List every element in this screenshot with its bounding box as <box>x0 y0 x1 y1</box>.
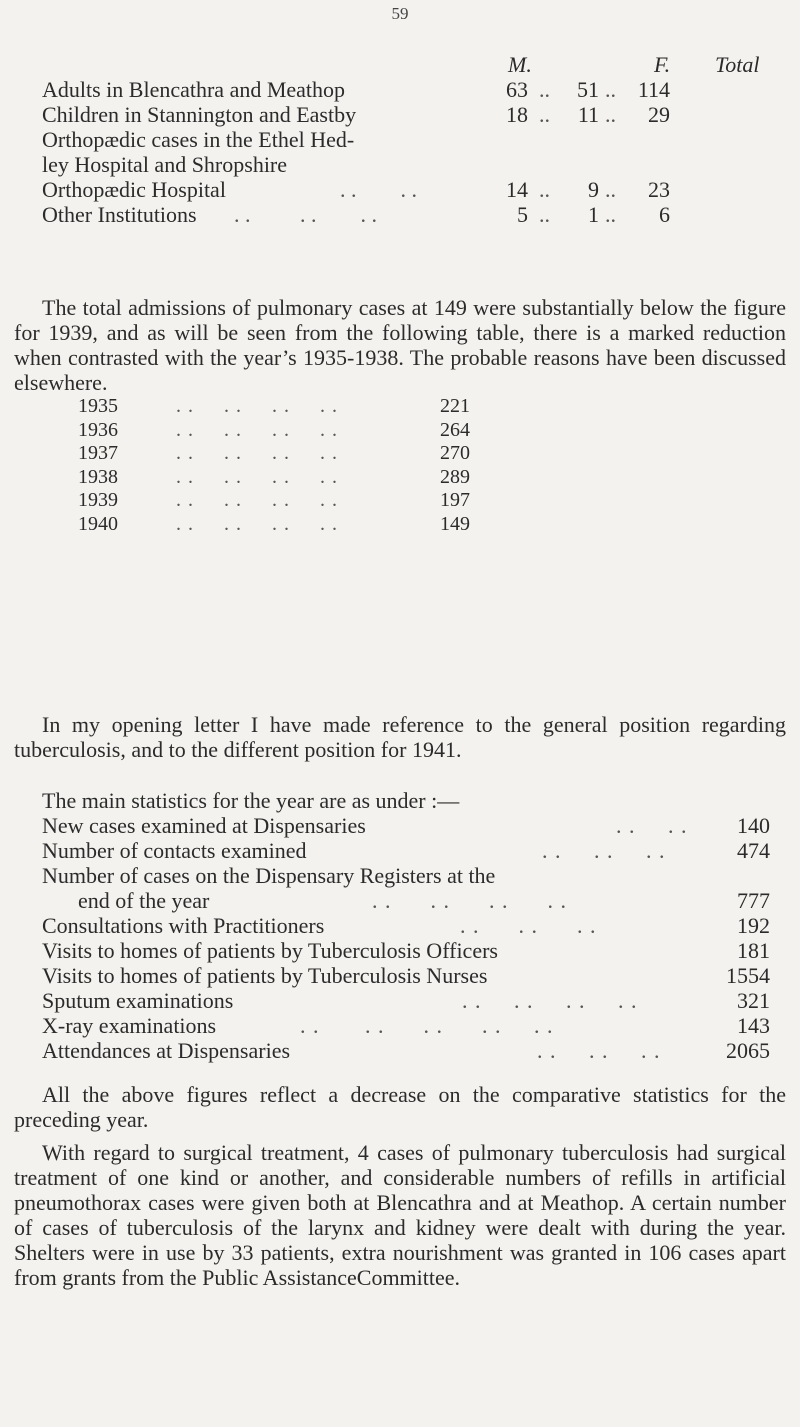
year: 1936 <box>78 418 118 441</box>
cell-total: 6 <box>659 202 670 227</box>
cell-total: 29 <box>648 102 670 127</box>
cell-total: 114 <box>637 77 670 102</box>
paragraph-text: All the above figures reflect a decrease on the comparative statistics for the preceding year. <box>14 1082 786 1132</box>
table-row: Other Institutions . . . . . . 5 .. 1 .. 6 <box>42 202 670 227</box>
paragraph-text: The total admissions of pulmonary cases at 149 were substantially below the figure for 1939, and as will be seen from the following table, there is a marked reduction when contrasted with the year’s 1935-1938. The probable reasons have been discussed elsewhere. <box>14 295 786 395</box>
table-row-cont: Orthopædic Hospital . . . . 14 .. 9 .. 23 <box>42 177 670 202</box>
yearly-admissions-table <box>78 395 638 536</box>
row-label: Children in Stannington and Eastby <box>42 102 357 127</box>
page-number: 59 <box>391 4 409 23</box>
main-statistics <box>42 788 770 1063</box>
year-value: 264 <box>440 418 470 441</box>
row-label: Orthopædic cases in the Ethel Hed- <box>42 127 355 152</box>
row-label-cont: ley Hospital and Shropshire <box>42 152 288 177</box>
table-row <box>42 127 762 152</box>
cell-f: 1 <box>588 202 599 227</box>
stat-value: 143 <box>737 1013 770 1038</box>
header-total: Total <box>715 52 760 77</box>
year-value: 270 <box>440 442 470 464</box>
stat-label: X-ray examinations <box>42 1013 217 1038</box>
stat-value: 474 <box>737 838 770 863</box>
year: 1940 <box>78 512 118 535</box>
stat-label: Number of cases on the Dispensary Registers at the <box>42 863 496 888</box>
cell-m: 5 <box>517 202 528 227</box>
table-row: 1935 . . . . . . . . 221 <box>78 395 470 417</box>
stat-value: 192 <box>737 913 770 938</box>
stat-value: 777 <box>737 888 770 913</box>
stats-intro-text: The main statistics for the year are as under :— <box>42 788 460 813</box>
stat-label-cont: end of the year <box>78 888 210 913</box>
table-row-cont <box>42 152 762 177</box>
stat-row: Consultations with Practitioners . . . . . . 192 <box>42 913 770 938</box>
stat-value: 2065 <box>726 1038 770 1063</box>
row-label-cont: Orthopædic Hospital <box>42 177 226 202</box>
admissions-header <box>42 52 762 77</box>
stat-row <box>42 863 770 888</box>
table-row: 1939 . . . . . . . . 197 <box>78 489 470 511</box>
stat-label: Sputum examinations <box>42 988 234 1013</box>
table-row: 1938 . . . . . . . . 289 <box>78 465 470 488</box>
paragraph-surgical-treatment <box>14 1140 786 1290</box>
cell-f: 9 <box>588 177 599 202</box>
admissions-table <box>42 52 762 227</box>
year-value: 221 <box>440 395 470 417</box>
paragraph-admissions <box>14 295 786 395</box>
table-row: 1940 . . . . . . . . 149 <box>78 512 470 535</box>
year-value: 197 <box>440 489 470 511</box>
year: 1935 <box>78 395 118 417</box>
header-m: M. <box>508 52 532 77</box>
stat-row: Number of contacts examined . . . . . . 474 <box>42 838 770 863</box>
stat-row: X-ray examinations . . . . . . . . . . 143 <box>42 1013 770 1038</box>
year: 1939 <box>78 489 118 511</box>
paragraph-general-position <box>14 712 786 762</box>
cell-m: 14 <box>506 177 528 202</box>
paragraph-text: With regard to surgical treatment, 4 cases of pulmonary tuberculosis had surgical treatment of one kind or another, and considerable numbers of refills in artificial pneumothorax cases were given both at Blencathra and at Meathop. A certain number of cases of tuberculosis of the larynx and kidney were dealt with during the year. Shelters were in use by 33 patients, extra nourishment was granted in 106 cases apart from grants from the Public AssistanceCommittee. <box>14 1140 786 1290</box>
cell-m: 63 <box>506 77 528 102</box>
stat-value: 140 <box>737 813 770 838</box>
paragraph-decrease <box>14 1082 786 1132</box>
paragraph-text: In my opening letter I have made reference to the general position regarding tuberculosis, and to the different position for 1941. <box>14 712 786 762</box>
cell-m: 18 <box>506 102 528 127</box>
table-row: Children in Stannington and Eastby 18 .. 11 .. 29 <box>42 102 670 127</box>
cell-f: 51 <box>577 77 599 102</box>
year-value: 289 <box>440 465 470 488</box>
cell-f: 11 <box>577 102 599 127</box>
stat-row <box>42 963 770 988</box>
stats-intro <box>42 788 770 813</box>
stat-label: Attendances at Dispensaries <box>42 1038 291 1063</box>
cell-total: 23 <box>648 177 670 202</box>
header-f: F. <box>654 52 671 77</box>
stat-row: Sputum examinations . . . . . . . . 321 <box>42 988 770 1013</box>
year: 1937 <box>78 442 118 464</box>
stat-row: New cases examined at Dispensaries . . . . 140 <box>42 813 770 838</box>
stat-label: Number of contacts examined <box>42 838 307 863</box>
stat-row <box>42 938 770 963</box>
stat-value: 321 <box>737 988 770 1013</box>
row-label: Adults in Blencathra and Meathop <box>42 77 346 102</box>
stat-label: Consultations with Practitioners <box>42 913 325 938</box>
stat-label: New cases examined at Dispensaries <box>42 813 366 838</box>
stat-row: Attendances at Dispensaries . . . . . . 2065 <box>42 1038 770 1063</box>
stat-label: Visits to homes of patients by Tuberculosis Nurses <box>42 963 488 988</box>
table-row: Adults in Blencathra and Meathop 63 .. 51 .. 114 <box>42 77 670 102</box>
year: 1938 <box>78 465 118 488</box>
stat-value: 181 <box>737 938 770 963</box>
year-value: 149 <box>440 512 470 535</box>
stat-value: 1554 <box>726 963 770 988</box>
stat-label: Visits to homes of patients by Tuberculosis Officers <box>42 938 498 963</box>
stat-row-cont: end of the year . . . . . . . . 777 <box>42 888 770 913</box>
table-row: 1937 . . . . . . . . 270 <box>78 442 470 464</box>
row-label: Other Institutions <box>42 202 197 227</box>
table-row: 1936 . . . . . . . . 264 <box>78 418 470 441</box>
